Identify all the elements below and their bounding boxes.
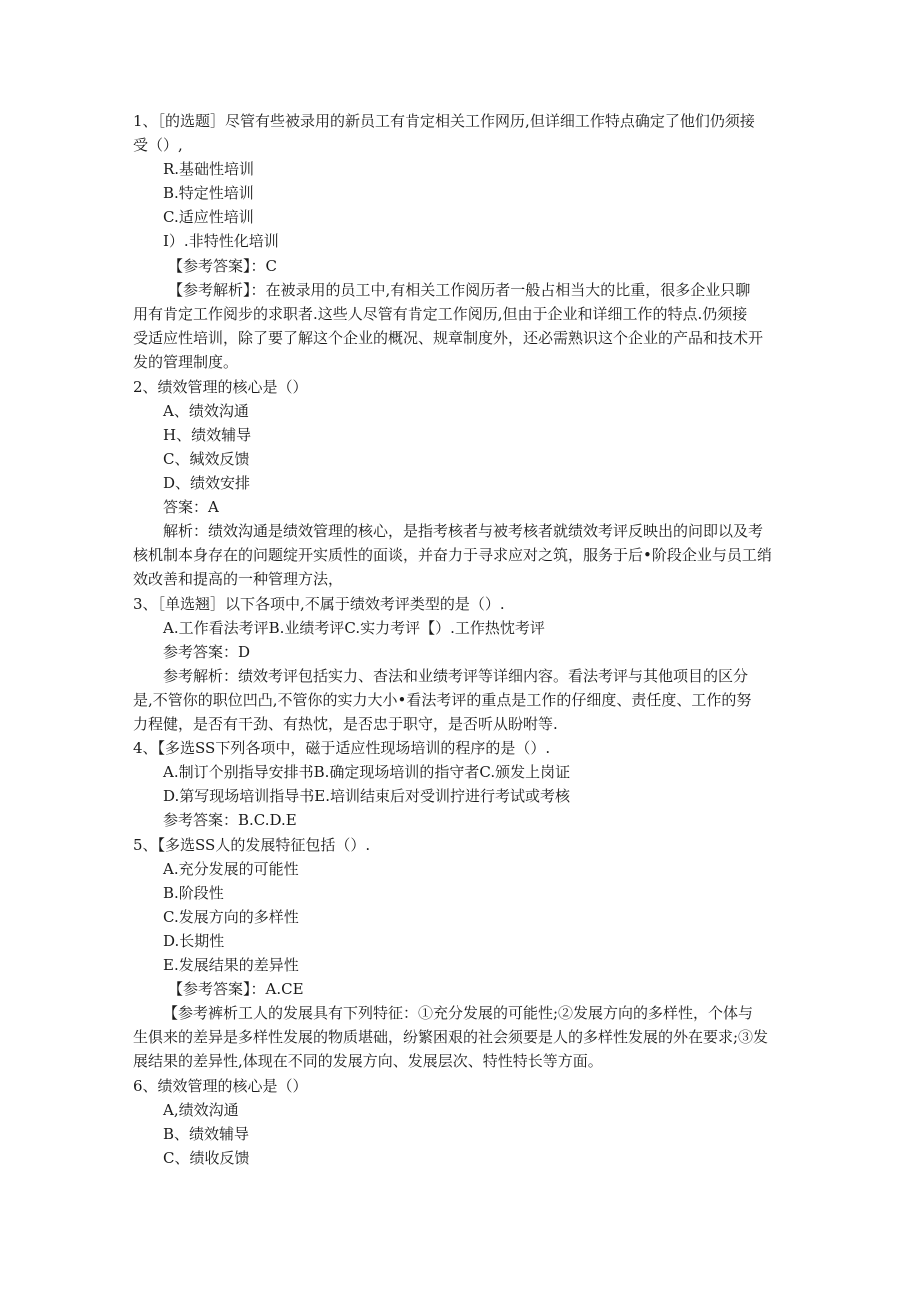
q3-stem: 3、［单选翘］以下各项中,不属于绩效考评类型的是（）. (133, 595, 505, 613)
q5-analysis-line2: 生俱来的差异是多样性发展的物质堪础，纷繁困艰的社会须要是人的多样性发展的外在要求;③发 (133, 1028, 769, 1046)
q2-option-c: C、缄效反馈 (163, 450, 250, 468)
q5-answer: 【参考答案】：A.CE (168, 980, 304, 998)
q3-analysis-line2: 是,不管你的职位凹凸,不管你的实力大小•看法考评的重点是工作的仔细度、责任度、工作的努 (133, 691, 752, 709)
q1-analysis-line2: 用有肯定工作阅步的求职者.这些人尽管有肯定工作阅历,但由于企业和详细工作的特点.仍须接 (133, 305, 748, 323)
q2-option-b: H、绩效辅导 (163, 426, 252, 444)
q1-stem-line1: 1、［的选题］尽管有些被录用的新员工有肯定相关工作网历,但详细工作特点确定了他们仍须接 (133, 112, 755, 130)
q5-option-c: C.发展方向的多样性 (163, 908, 299, 926)
q5-option-e: E.发展结果的差异性 (163, 956, 299, 974)
q1-analysis-line3: 受适应性培训，除了要了解这个企业的概况、规章制度外，还必需熟识这个企业的产品和技术开 (133, 329, 764, 347)
q5-option-b: B.阶段性 (163, 884, 224, 902)
q2-option-a: A、绩效沟通 (163, 402, 249, 420)
q2-answer: 答案：A (163, 498, 219, 516)
q5-analysis-line1: 【参考裤析工人的发展具有下列特征：①充分发展的可能性;②发展方向的多样性，个体与 (163, 1004, 754, 1022)
q2-analysis-line3: 效改善和提高的一种管理方法， (133, 570, 344, 588)
q1-option-b: B.特定性培训 (163, 184, 254, 202)
q6-option-b: B、绩效辅导 (163, 1125, 250, 1143)
q4-options-line1: A.制订个别指导安排书B.确定现场培训的指守者C.颁发上岗证 (163, 763, 571, 781)
q6-option-c: C、绩收反馈 (163, 1149, 250, 1167)
q1-stem-line2: 受（）, (133, 136, 183, 154)
q2-option-d: D、绩效安排 (163, 474, 251, 492)
q1-analysis-line4: 发的管理制度。 (133, 353, 239, 371)
q1-option-d: I）.非特性化培训 (163, 232, 279, 250)
q5-option-d: D.长期性 (163, 932, 225, 950)
q1-answer: 【参考答案】：C (168, 257, 277, 275)
q3-answer: 参考答案：D (163, 643, 251, 661)
q5-option-a: A.充分发展的可能性 (163, 860, 299, 878)
q2-stem: 2、绩效管理的核心是（） (133, 378, 308, 396)
q6-option-a: A,绩效沟通 (163, 1101, 239, 1119)
q1-analysis-line1: 【参考解析】：在被录用的员工中,有相关工作阅历者一般占相当大的比重，很多企业只聊 (168, 281, 751, 299)
q2-analysis-line1: 解析：绩效沟通是绩效管理的核心，是指考核者与被考核者就绩效考评反映出的问即以及考 (163, 522, 764, 540)
q3-analysis-line3: 力程健，是否有干劲、有热忱，是否忠于职守，是否听从盼咐等. (133, 715, 558, 733)
q4-options-line2: D.第写现场培训指导书E.培训结束后对受训拧进行考试或考核 (163, 787, 570, 805)
q3-analysis-line1: 参考解析：绩效考评包括实力、杳法和业绩考评等详细内容。看法考评与其他项目的区分 (163, 667, 749, 685)
q3-options: A.工作看法考评B.业绩考评C.实力考评【）.工作热忱考评 (163, 619, 545, 637)
q4-stem: 4、【多选SS下列各项中，磁于适应性现场培训的程序的是（）. (133, 739, 551, 757)
q2-analysis-line2: 核机制本身存在的问题绽开实质性的面谈，并奋力于寻求应对之筑，服务于后•阶段企业与员工绡 (133, 546, 772, 564)
q1-option-c: C.适应性培训 (163, 208, 254, 226)
q6-stem: 6、绩效管理的核心是（） (133, 1077, 308, 1095)
q1-option-a: R.基础性培训 (163, 160, 255, 178)
q5-analysis-line3: 展结果的差异性,体现在不同的发展方向、发展层次、特性特长等方面。 (133, 1052, 603, 1070)
q5-stem: 5、【多选SS人的发展特征包括（）. (133, 836, 371, 854)
q4-answer: 参考答案：B.C.D.E (163, 811, 297, 829)
